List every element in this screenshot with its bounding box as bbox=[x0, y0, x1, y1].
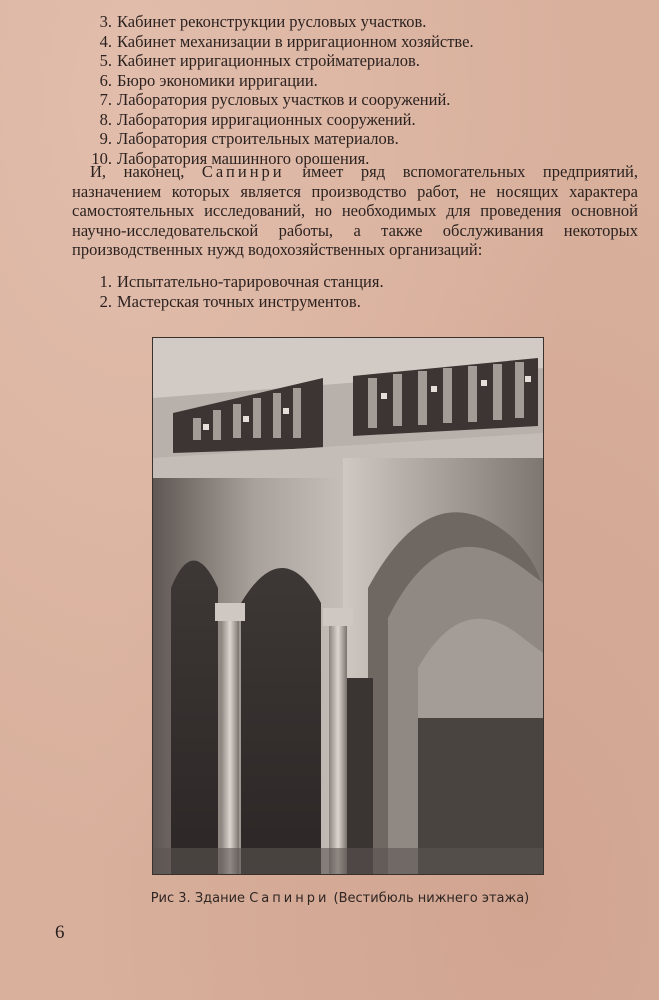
list-item-number: 8. bbox=[99, 109, 112, 129]
list-item-number: 4. bbox=[99, 31, 112, 51]
building-vestibule-photo bbox=[152, 337, 544, 875]
list-item-number: 6. bbox=[99, 70, 112, 90]
list-item bbox=[72, 292, 632, 312]
list-item-number: 1. bbox=[99, 272, 112, 291]
list-item bbox=[72, 12, 632, 32]
list-item-text: Лаборатория русловых участков и сооружений. bbox=[117, 90, 451, 109]
list-item-number: 3. bbox=[99, 12, 112, 31]
list-item-number: 9. bbox=[99, 129, 112, 148]
figure-caption bbox=[100, 891, 580, 906]
institute-units-list bbox=[72, 12, 632, 168]
list-item-text: Кабинет механизации в ирригационном хозяйстве. bbox=[117, 31, 474, 51]
list-item bbox=[72, 272, 632, 292]
list-item-number: 2. bbox=[99, 291, 112, 311]
page-number: 6 bbox=[55, 922, 65, 943]
list-item-text: Кабинет реконструкции русловых участков. bbox=[117, 12, 427, 31]
list-item bbox=[72, 129, 632, 149]
institute-name: Сапинри bbox=[201, 162, 285, 181]
list-item bbox=[72, 71, 632, 91]
caption-prefix: Рис 3. Здание bbox=[150, 891, 250, 906]
list-item-text: Кабинет ирригационных стройматериалов. bbox=[117, 51, 420, 70]
list-item-text: Мастерская точных инструментов. bbox=[117, 291, 361, 311]
list-item bbox=[72, 51, 632, 71]
list-item bbox=[72, 90, 632, 110]
caption-institute-name: Сапинри bbox=[249, 891, 330, 906]
caption-suffix: (Вестибюль нижнего этажа) bbox=[329, 891, 530, 906]
auxiliary-enterprises-list bbox=[72, 272, 632, 311]
list-item bbox=[72, 110, 632, 130]
list-item-text: Испытательно-тарировочная станция. bbox=[117, 272, 384, 291]
list-item-text: Лаборатория ирригационных сооружений. bbox=[117, 109, 416, 129]
list-item-text: Лаборатория строительных материалов. bbox=[117, 129, 399, 148]
list-item-text: Бюро экономики ирригации. bbox=[117, 70, 318, 90]
list-item-number: 10. bbox=[91, 148, 112, 168]
paragraph-body: имеет ряд вспомогательных предприятий, назначением которых является производство работ, не носящих характера самостоятельных исследований, но необходимых для проведения основной научно-исследовательской работы, а также обслуживания некоторых производственных нужд водохозяйственных организаций: bbox=[72, 162, 639, 259]
list-item-text: Лаборатория машинного орошения. bbox=[117, 148, 370, 168]
list-item-number: 5. bbox=[99, 51, 112, 70]
list-item-number: 7. bbox=[99, 90, 112, 109]
paragraph-lead: И, наконец, bbox=[90, 162, 202, 181]
auxiliary-enterprises-paragraph bbox=[72, 162, 638, 260]
list-item bbox=[72, 32, 632, 52]
